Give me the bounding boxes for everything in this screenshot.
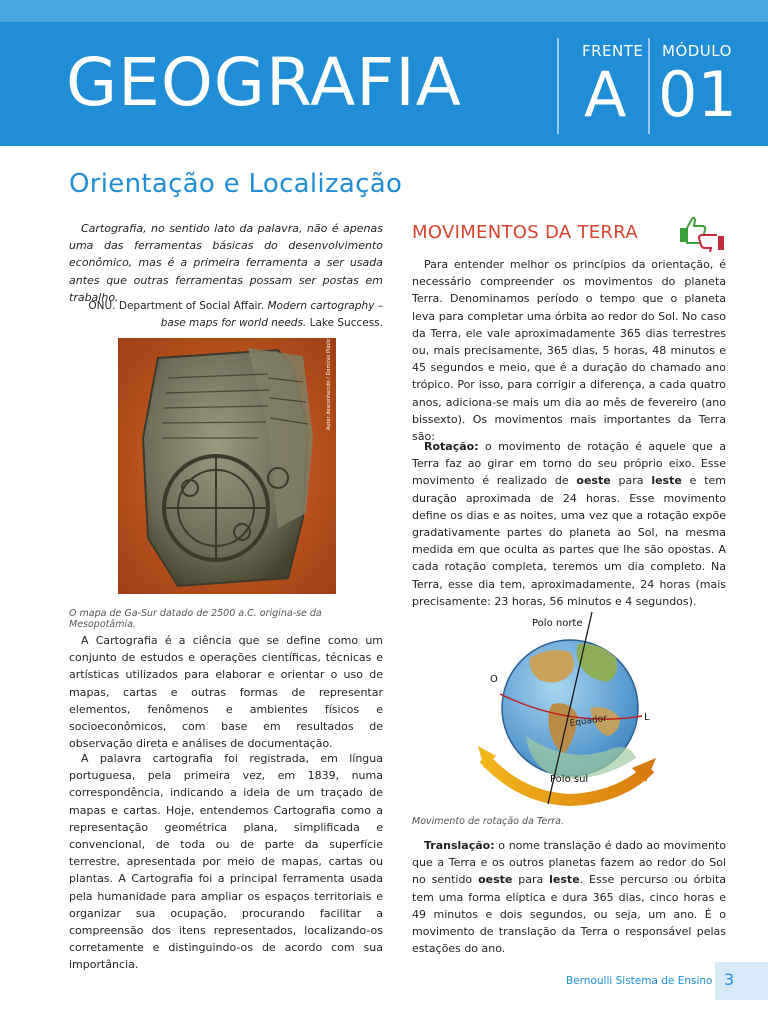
thumbs-up-down-icon: [678, 214, 726, 252]
subject-title: GEOGRAFIA: [66, 44, 462, 121]
rotacao-paragraph: Rotação: o movimento de rotação é aquele que a Terra faz ao girar em torno do seu próprio eixo. Esse movimento é realizado de oeste para leste e tem duração aproximada de 24 horas. Esse movimento define os dias e as noites, uma vez que a rotação expõe gradativamente partes do planeta ao Sol, na mesma medida em que oculta as partes que lhe são opostas. A cada rotação completa, teremos um dia completo. Na Terra, esse dia tem, aproximadamente, 24 horas (mais precisamente: 23 horas, 56 minutos e 4 segundos).: [412, 440, 726, 608]
header-banner: [0, 22, 768, 146]
page-number-box: [715, 962, 768, 1000]
top-strip: [0, 0, 768, 22]
polo-sul-label: Polo sul: [550, 774, 589, 785]
epigraph-source: ONU. Department of Social Affair. Modern cartography – base maps for world needs. Lake Success.: [88, 300, 383, 329]
header-divider: [648, 38, 650, 134]
globe-rotation-diagram: [470, 608, 670, 808]
map-credit: Autor desconhecido / Domínio Público: [326, 335, 332, 430]
modulo-label: MÓDULO: [662, 42, 732, 60]
leste-label: L: [644, 712, 650, 723]
map-caption: O mapa de Ga-Sur datado de 2500 a.C. origina-se da Mesopotâmia.: [69, 608, 322, 630]
oeste-label: O: [490, 674, 498, 685]
ga-sur-map-image: [118, 338, 336, 594]
translacao-paragraph: Translação: o nome translação é dado ao movimento que a Terra e os outros planetas fazem ao redor do Sol no sentido oeste para leste. Esse percurso ou órbita tem uma forma elíptica e dura 365 dias, cinco horas e 49 minutos e dois segundos, ou seja, um ano. É o movimento de translação da Terra o responsável pelas estações do ano.: [412, 839, 727, 956]
epigraph: Cartografia, no sentido lato da palavra, não é apenas uma das ferramentas básicas do desenvolvimento econômico, mas é a primeira ferramenta a ser usada antes que outras ferramentas possam ser postas em trabalho.: [69, 222, 383, 304]
polo-norte-label: Polo norte: [532, 618, 583, 629]
publisher-name: Bernoulli Sistema de Ensino: [566, 975, 713, 987]
frente-label: FRENTE: [582, 42, 644, 60]
movimentos-intro-paragraph: Para entender melhor os princípios da orientação, é necessário compreender os movimentos do planeta Terra. Denominamos período o tempo que o planeta leva para completar uma órbita ao redor do Sol. No caso da Terra, ele vale aproximadamente 365 dias terrestres ou, mais precisamente, 365 dias, 5 horas, 48 minutos e 45 segundos e meio, que é a duração do chamado ano trópico. Por isso, para corrigir a diferença, a cada quatro anos, adiciona-se mais um dia ao mês de fevereiro (ano bissexto). Os movimentos mais importantes da Terra são:: [412, 258, 726, 444]
frente-value: A: [584, 58, 627, 131]
page-number: 3: [724, 970, 735, 989]
globe-caption: Movimento de rotação da Terra.: [412, 816, 564, 827]
cartografia-paragraph: A Cartografia é a ciência que se define como um conjunto de estudos e operações científicas, técnicas e artísticas utilizados para elaborar e orientar o uso de mapas, cartas e outras formas de representar elementos, fenômenos e ambientes físicos e socioeconômicos, com base em resultados de observação direta e análises de documentação.: [69, 634, 383, 751]
header-divider: [557, 38, 559, 134]
cartografia-history-paragraph: A palavra cartografia foi registrada, em língua portuguesa, pela primeira vez, em 1839, numa correspondência, indicando a ideia de um traçado de mapas e cartas. Hoje, entendemos Cartografia como a representação geométrica plana, simplificada e convencional, de toda ou de parte da superfície terrestre, apresentada por meio de mapas, cartas ou plantas. A Cartografia foi a principal ferramenta usada pela humanidade para ampliar os espaços territoriais e organizar sua ocupação, procurando facilitar a compreensão dos itens representados, localizando-os corretamente e distinguindo-os de acordo com sua importância.: [69, 752, 383, 972]
modulo-value: 01: [658, 58, 737, 131]
page-title: Orientação e Localização: [69, 169, 403, 199]
section-heading: MOVIMENTOS DA TERRA: [412, 222, 638, 243]
equador-label: Equador: [569, 713, 608, 729]
clay-tablet-illustration: [118, 338, 336, 594]
